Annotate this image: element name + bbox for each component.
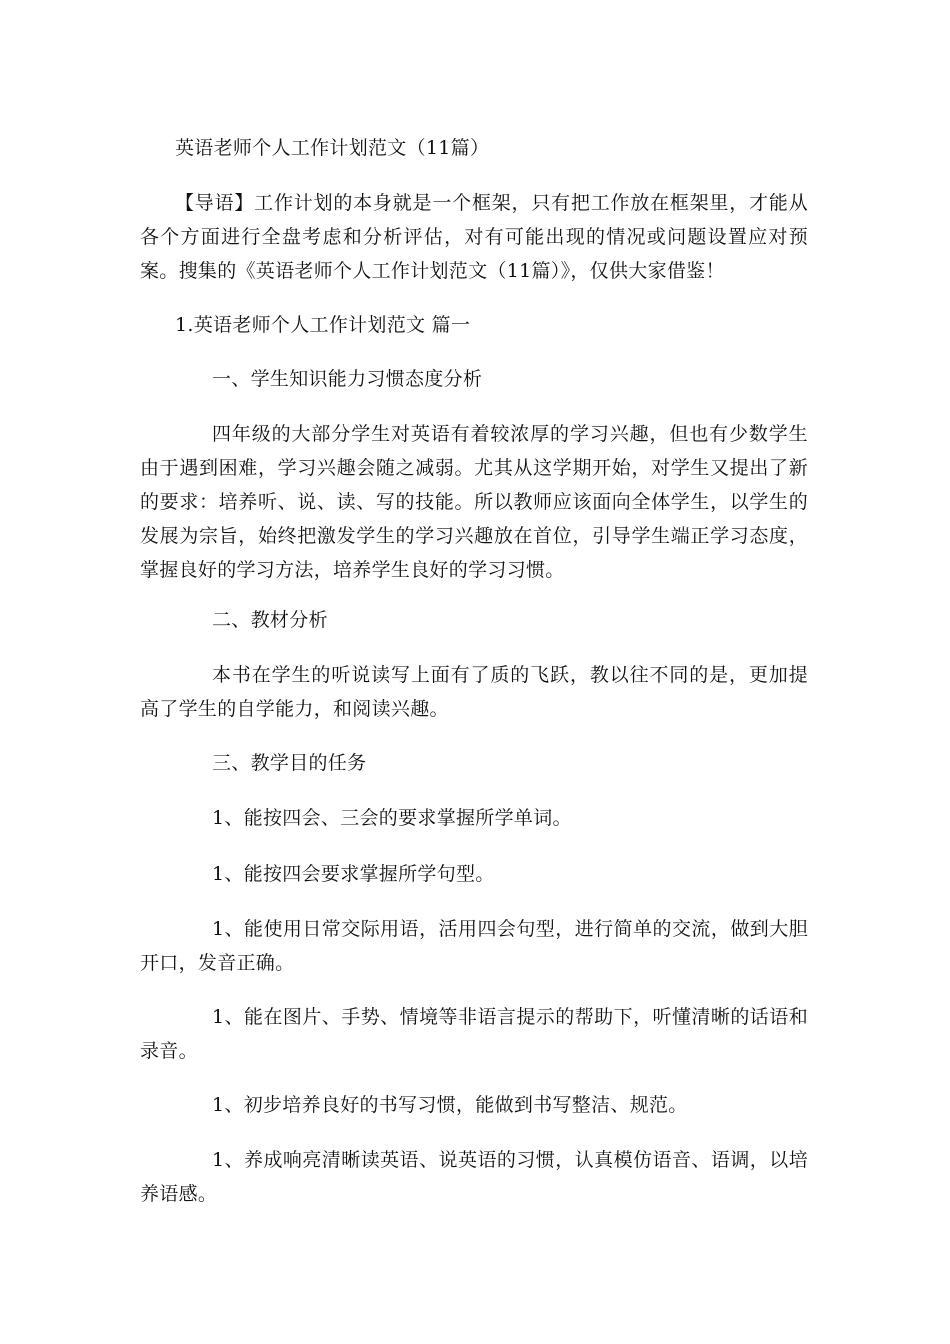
goal-item: 1、能按四会要求掌握所学句型。 [212,863,495,885]
intro-paragraph: 【导语】工作计划的本身就是一个框架，只有把工作放在框架里，才能从各个方面进行全盘考虑和分析评估，对有可能出现的情况或问题设置应对预案。搜集的《英语老师个人工作计划范文（11篇）》，仅供大家借鉴！ [140,192,808,282]
part1-body: 四年级的大部分学生对英语有着较浓厚的学习兴趣，但也有少数学生由于遇到困难，学习兴趣会随之减弱。尤其从这学期开始，对学生又提出了新的要求：培养听、说、读、写的技能。所以教师应该面向全体学生，以学生的发展为宗旨，始终把激发学生的学习兴趣放在首位，引导学生端正学习态度，掌握良好的学习方法，培养学生良好的学习习惯。 [140,423,808,581]
goal-item: 1、养成响亮清晰读英语、说英语的习惯，认真模仿语音、语调，以培养语感。 [140,1149,808,1205]
part1-heading: 一、学生知识能力习惯态度分析 [212,368,483,390]
part2-heading: 二、教材分析 [212,609,328,631]
goal-item: 1、能在图片、手势、情境等非语言提示的帮助下，听懂清晰的话语和录音。 [140,1006,808,1062]
goal-item: 1、初步培养良好的书写习惯，能做到书写整洁、规范。 [212,1094,688,1116]
goal-item: 1、能使用日常交际用语，活用四会句型，进行简单的交流，做到大胆开口，发音正确。 [140,918,808,974]
goal-item: 1、能按四会、三会的要求掌握所学单词。 [212,807,572,829]
part3-heading: 三、教学目的任务 [212,752,367,774]
document-title: 英语老师个人工作计划范文（11篇） [175,137,490,159]
section-heading: 1.英语老师个人工作计划范文 篇一 [175,314,471,336]
part2-body: 本书在学生的听说读写上面有了质的飞跃，教以往不同的是，更加提高了学生的自学能力，和阅读兴趣。 [140,664,808,720]
